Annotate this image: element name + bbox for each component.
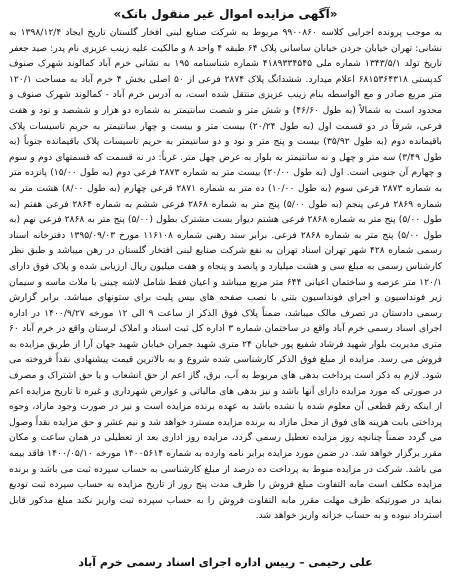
notice-title: «آگهی مزایده اموال غیر منقول بانک»	[113, 7, 338, 21]
notice-signature: علی رحیمی – رییس اداره اجرای اسناد رسمی خرم آباد	[78, 556, 373, 569]
notice-body: به موجب پرونده اجرایی کلاسه ۹۹۰۰۸۶۰ مربوط به شرکت صنایع لبنی افخار گلستان تاریخ ایجاد ۱۳۹۸/۱۲/۴ به نشانی: تهران خیابان جردن خیابان ساسانی پلاک ۶۴ طبقه ۴ واحد ۸ و مالکیت علیه زینب عزیزی نام پدر: صید جعفر تاریخ تولد ۱۳۴۳/۵/۱ شماره ملی ۴۱۸۹۳۳۴۵۴۵ شماره شناسنامه ۱۹۵ به نشانی خرم آباد کمالوند شهرک صنوف کدپستی ۶۸۱۵۳۶۴۳۱۸ اعلام میدارد. ششدانگ پلاک ۲۸۷۴ فرعی از ۵۰ اصلی بخش ۴ خرم آباد به مساحت ۱۲۰/۱ متر مربع صادر و مع الواسطه بنام زینب عزیزی منتقل شده است، به آدرس خرم آباد - کمالوند شهرک صنوف و محدود است به شمالاً (به طول ۴۶/۶۰) و شش متر و شصت سانتیمتر به شماره دو هزار و ششصد و نود و هفت فرعی، شرقاً در دو قسمت اول (به طول ۲۰/۲۴) بیست متر و بیست و چهار سانتیمتر به حریم تاسیسات پلاک باقیمانده دوم (به طول ۳۵/۹۲) بیست و پنج متر و نود و دو سانتیمتر به حریم تاسیسات پلاک باقیمانده جنوباً (به طول ۳/۴۹) سه متر و چهل و نه سانتیمتر به بلوار به عرض چهل متر. غرباً: در نه قسمت که قسمتهای دوم و سوم و چهارم آن جنوبی است. اول (به طول ۲۰/۰۰) بیست متر به شماره ۲۸۷۳ فرعی دوم (به طول ۱۵/۰۰) پانزده متر به شماره ۲۸۷۳ فرعی سوم (به طول ۱۰/۰۰) ده متر به شماره ۲۸۷۱ فرعی چهارم (به طول ۸/۰۰) هشت متر به شماره ۲۸۶۹ فرعی پنجم (به طول ۵/۰۰) پنج متر به شماره ۲۸۶۸ فرعی ششم به شماره ۲۸۶۴ فرعی هفتم (به طول ۵/۰۰) پنج متر به شماره ۲۸۶۸ فرعی هشتم دیوار بست مشترک بطول (۵/۰۰) پنج متر به ۲۸۶۸ فرعی نهم (به طول ۵/۰۰) پنج متر به شماره ۲۸۶۸ فرعی. برابر سند رهنی شماره ۱۱۶۱۰۸ مورخ ۱۳۹۵/۰۹/۰۳ دفترخانه اسناد رسمی شماره ۴۲۸ شهر تهران اسناد تهران به نفع شرکت صنایع لبنی افتخار گلستان در رهن میباشد و طبق نظر کارشناس رسمی به مبلغ سی و هشت میلیارد و پانصد و پنجاه و هفت میلیون ریال ارزیابی شده و پلاک فوق دارای ۱۲۰/۱ متر عرصه و ساختمان اعیانی ۶۴۴ متر مربع میباشد و اعیان فقط شامل لاشه چینی با ملات ماسه و سیمان زیر فونداسیون و اجرای فونداسیون بتنی با نصب صفحه های بیس پلیت برای ستونهای میباشد. برابر گزارش رسمی دادستان در تصرف مالک میباشد، ضمناً پلاک فوق الذکر از ساعت ۹ الی ۱۲ مورخه ۱۴۰۰/۹/۲۷ در اداره اجرای اسناد رسمی خرم آباد واقع در ساختمان شماره ۳ اداره کل ثبت اسناد و املاک لرستان واقع در خرم آباد ۶۰ متری مدیریت بلوار شهید فرشاد شفیع پور خیابان ۲۴ متری شهید جمران خیابان شهید جهان آرا از طریق مزایده به فروش می رسد. مزایده از مبلغ فوق الذکر کارشناسی شده شروع و به بالاترین قیمت پیشنهادی نقداً فروخته می شود. لازم به ذکر است پرداخت بدهی های مربوط به آب، برق، گاز اعم از حق انشعاب و یا حق اشتراک و مصرف در صورتی که مورد مزایده دارای آنها باشد و نیز بدهی های مالیاتی و عوارض شهرداری و غیره تا تاریخ مزایده اعم از اینکه رقم قطعی آن معلوم شده یا نشده باشد به عهده برنده مزایده است و نیز در صورت وجود مازاد، وجوه پرداختی بابت هزینه های فوق از محل مازاد به برنده مزایده مسترد خواهد شد و نیم عشر و حق مزایده نقداً وصول می گردد ضمناً چنانچه روز مزایده تعطیل رسمی گردد، مزایده روز اداری بعد از تعطیلی در همان ساعت و مکان مقرر برگزار خواهد شد. در ضمن مورد مزایده برابر نامه وارده به شماره ۱۴۰۰۵۶۱۴ مورخه ۱۴۰۰/۰۵/۱۰ فاقد بیمه می باشد. شرکت در مزایده منوط به پرداخت ده درصد از مبلغ کارشناسی به حساب سپرده ثبت می باشد و برنده مزایده مکلف است مابه التفاوت مبلغ فروش را ظرف مدت پنج روز از تاریخ مزایده به حساب سپرده ثبت تودیع نماید در صورتیکه ظرف مهلت مقرر مابه التفاوت فروش را به حساب سپرده ثبت واریز نکند مبلغ مذکور قابل استرداد نبوده و به حساب خزانه واریز خواهد شد.	[9, 27, 442, 522]
